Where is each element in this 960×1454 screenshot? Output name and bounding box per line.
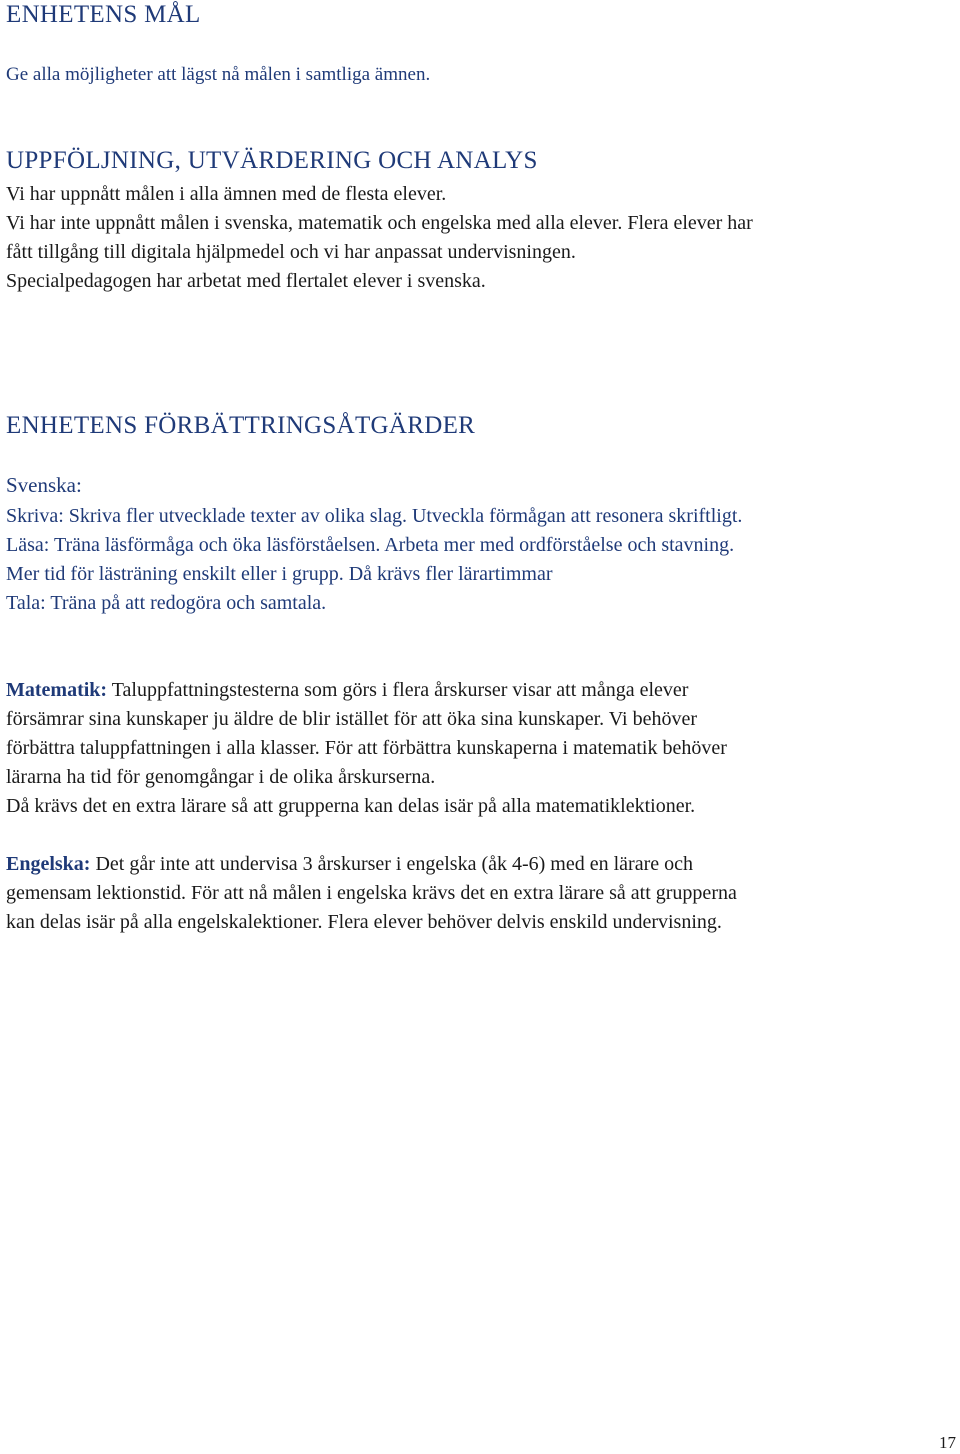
swedish-label: Svenska: [6,473,82,497]
goal-text: Ge alla möjligheter att lägst nå målen i samtliga ämnen. [6,64,431,85]
swedish-line: Tala: Träna på att redogöra och samtala. [6,592,327,614]
english-paragraph [6,850,956,937]
english-line: gemensam lektionstid. För att nå målen i engelska krävs det en extra lärare så att grupperna [6,882,737,904]
swedish-line: Skriva: Skriva fler utvecklade texter av olika slag. Utveckla förmågan att resonera skriftligt. [6,505,743,527]
followup-line: Specialpedagogen har arbetat med flertalet elever i svenska. [6,270,486,292]
math-line: försämrar sina kunskaper ju äldre de blir istället för att öka sina kunskaper. Vi behöver [6,708,697,730]
english-label: Engelska: [6,853,91,875]
math-first-line-text: Taluppfattningstesterna som görs i flera årskurser visar att många elever [107,679,689,701]
math-label: Matematik: [6,679,108,701]
swedish-text [6,502,956,618]
page-number: 17 [939,1433,956,1452]
swedish-line: Mer tid för lästräning enskilt eller i grupp. Då krävs fler lärartimmar [6,563,553,585]
math-line: lärarna ha tid för genomgångar i de olika årskurserna. [6,766,436,788]
improvements-heading: ENHETENS FÖRBÄTTRINGSÅTGÄRDER [6,412,476,439]
english-first-line-text: Det går inte att undervisa 3 årskurser i engelska (åk 4-6) med en lärare och [90,853,693,875]
english-line: kan delas isär på alla engelskalektioner. Flera elever behöver delvis enskild undervisning. [6,911,722,933]
math-line: Då krävs det en extra lärare så att grupperna kan delas isär på alla matematiklektioner. [6,795,696,817]
math-line: förbättra taluppfattningen i alla klasser. För att förbättra kunskaperna i matematik behöver [6,737,727,759]
followup-line: Vi har uppnått målen i alla ämnen med de flesta elever. [6,183,447,205]
swedish-line: Läsa: Träna läsförmåga och öka läsförståelsen. Arbeta mer med ordförståelse och stavning. [6,534,735,556]
followup-text [6,180,956,296]
followup-heading: UPPFÖLJNING, UTVÄRDERING OCH ANALYS [6,147,538,174]
goal-heading: ENHETENS MÅL [6,1,201,28]
math-paragraph [6,676,956,821]
followup-line: Vi har inte uppnått målen i svenska, matematik och engelska med alla elever. Flera elever har [6,212,753,234]
english-first-line [6,850,956,879]
math-first-line [6,676,956,705]
followup-line: fått tillgång till digitala hjälpmedel och vi har anpassat undervisningen. [6,241,576,263]
